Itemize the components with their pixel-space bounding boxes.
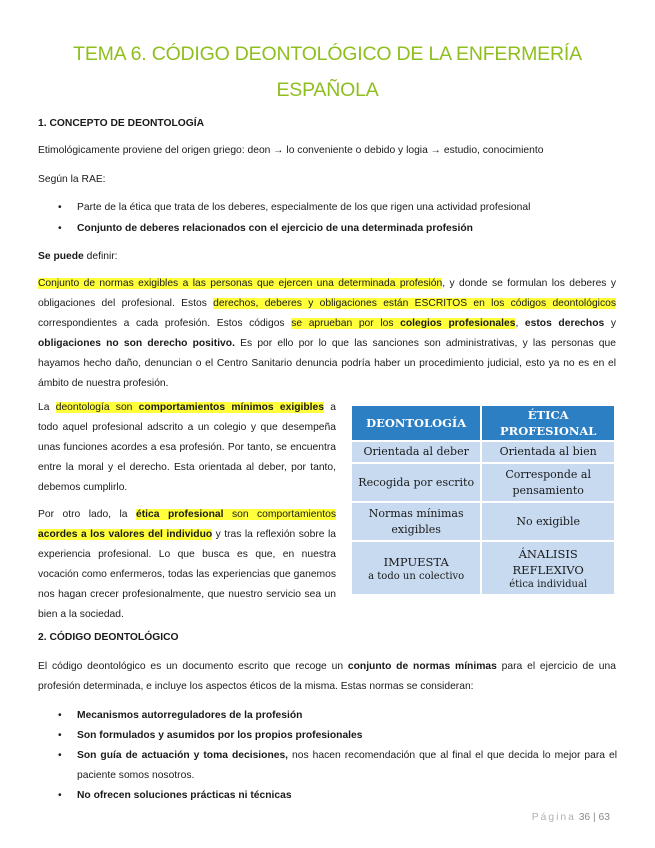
paragraph-professional-ethics (38, 505, 336, 625)
etymology-text: Etimológicamente proviene del origen griego: deon → lo conveniente o debido y logia → estudio, conocimiento (38, 145, 544, 156)
highlight-written-codes: derechos, deberes y obligaciones están ESCRITOS en los códigos deontológicos (213, 298, 616, 309)
title-line-1: TEMA 6. CÓDIGO DEONTOLÓGICO DE LA ENFERMERÍA (73, 43, 582, 65)
bullet-dot: • (58, 202, 62, 213)
table-cell: Normas mínimas exigibles (351, 502, 481, 541)
paragraph-code-intro (38, 657, 616, 697)
cell-main-text: IMPUESTA (383, 554, 449, 569)
table-cell: Orientada al bien (481, 441, 615, 463)
bullet-dot: • (58, 790, 62, 801)
section-1-heading: 1. CONCEPTO DE DEONTOLOGÍA (38, 118, 205, 129)
cell-main-text: ÁNALISIS REFLEXIVO (512, 546, 584, 577)
table-cell: Corresponde al pensamiento (481, 463, 615, 502)
paragraph-concept (38, 274, 616, 394)
highlight-minimum-behaviors: comportamientos mínimos exigibles (138, 402, 324, 413)
bullet-bold: Son guía de actuación y toma decisiones, (77, 750, 289, 761)
table-row (351, 441, 615, 463)
table-cell: Recogida por escrito (351, 463, 481, 502)
code-bullet-2 (77, 726, 363, 746)
para1-text-2: correspondientes a cada profesión. Estos códigos (38, 318, 292, 329)
table-header-deontology: DEONTOLOGÍA (351, 405, 481, 441)
page-number: 36 | 63 (578, 812, 610, 823)
highlight-deontology: deontología son (55, 402, 139, 413)
para1-bold-2: obligaciones no son derecho positivo. (38, 338, 235, 349)
highlight-definition: Conjunto de normas exigibles a las personas que ejercen una determinada profesión (38, 278, 443, 289)
section-2-heading: 2. CÓDIGO DEONTOLÓGICO (38, 632, 179, 643)
bullet-dot: • (58, 223, 62, 234)
para1-text-1: , y donde se formulan los deberes y obligaciones del profesional. Estos (38, 278, 616, 309)
table-row (351, 463, 615, 502)
table-cell (481, 541, 615, 595)
define-line (38, 247, 118, 267)
bullet-dot: • (58, 750, 62, 761)
para1-bold-1: estos derechos (524, 318, 605, 329)
bullet-bold: No ofrecen soluciones prácticas ni técnicas (77, 790, 292, 801)
footer-label: Página (531, 812, 576, 823)
cell-sub-text: a todo un colectivo (368, 570, 465, 582)
para1-text-5: Es por ello por lo que las sanciones son administrativas, y las personas que hayamos hecho daño, denuncian o el Centro Sanitario denuncia podría haber un procedimiento judicial, esto ya no es en el ámbito de nuestra profesión. (38, 338, 616, 389)
table-cell (351, 541, 481, 595)
table-row (351, 502, 615, 541)
para3-text-2: y tras la reflexión sobre la experiencia profesional. Lo que busca es que, en nuestra vocación como enfermeros, todas las experiencias que ganemos nos hagan crecer profesionalmente, que nuestro servicio sea un bien a la sociedad. (38, 529, 336, 620)
code-bullet-3 (77, 746, 617, 786)
bullet-rest: nos hacen recomendación que al final el que decida lo mejor para el paciente somos nosotros. (77, 750, 617, 781)
intro-text-1: El código deontológico es un documento escrito que recoge un (38, 661, 348, 672)
page-footer (470, 808, 610, 828)
highlight-behaviors: son comportamientos (223, 509, 336, 520)
bullet-bold: Son formulados y asumidos por los propios profesionales (77, 730, 363, 741)
bullet-bold: Mecanismos autorreguladores de la profesión (77, 710, 303, 721)
rae-intro: Según la RAE: (38, 174, 106, 185)
define-rest: definir: (83, 251, 118, 262)
title-line-2: ESPAÑOLA (276, 79, 379, 101)
code-bullet-1 (77, 706, 302, 726)
para1-text-4: y (604, 318, 616, 329)
para2-text-2: a todo aquel profesional adscrito a un colegio y que desempeña unas funciones acordes a esa profesión. Por tanto, se encuentra entre la moral y el derecho. Esta orientada al deber, por tanto, debemos cumplirlo. (38, 402, 336, 493)
rae-bullet-1: Parte de la ética que trata de los deberes, especialmente de los que rigen una actividad profesional (77, 202, 531, 213)
table-header-row (351, 405, 615, 441)
highlight-approved: se aprueban por los (291, 318, 401, 329)
intro-bold: conjunto de normas mínimas (347, 661, 497, 672)
table-cell: No exigible (481, 502, 615, 541)
highlight-colleges: colegios profesionales (400, 318, 516, 329)
para1-text-3: , (515, 318, 525, 329)
table-cell: Orientada al deber (351, 441, 481, 463)
highlight-professional-ethics: ética profesional (136, 509, 224, 520)
paragraph-deontology (38, 398, 336, 498)
table-row (351, 541, 615, 595)
bullet-dot: • (58, 730, 62, 741)
cell-sub-text: ética individual (509, 578, 588, 590)
code-bullet-4 (77, 786, 292, 806)
para2-text-1: La (38, 402, 56, 413)
table-header-ethics: ÉTICA PROFESIONAL (481, 405, 615, 441)
comparison-table (350, 404, 616, 596)
intro-text-2: para el ejercicio de una profesión determinada, e incluye los aspectos éticos de la misma. Estas normas se consideran: (38, 661, 616, 692)
para3-text-1: Por otro lado, la (38, 509, 137, 520)
define-bold: Se puede (38, 251, 84, 262)
highlight-individual-values: acordes a los valores del individuo (38, 529, 213, 540)
bullet-dot: • (58, 710, 62, 721)
page-title (60, 36, 595, 108)
rae-bullet-2: Conjunto de deberes relacionados con el ejercicio de una determinada profesión (77, 223, 473, 234)
